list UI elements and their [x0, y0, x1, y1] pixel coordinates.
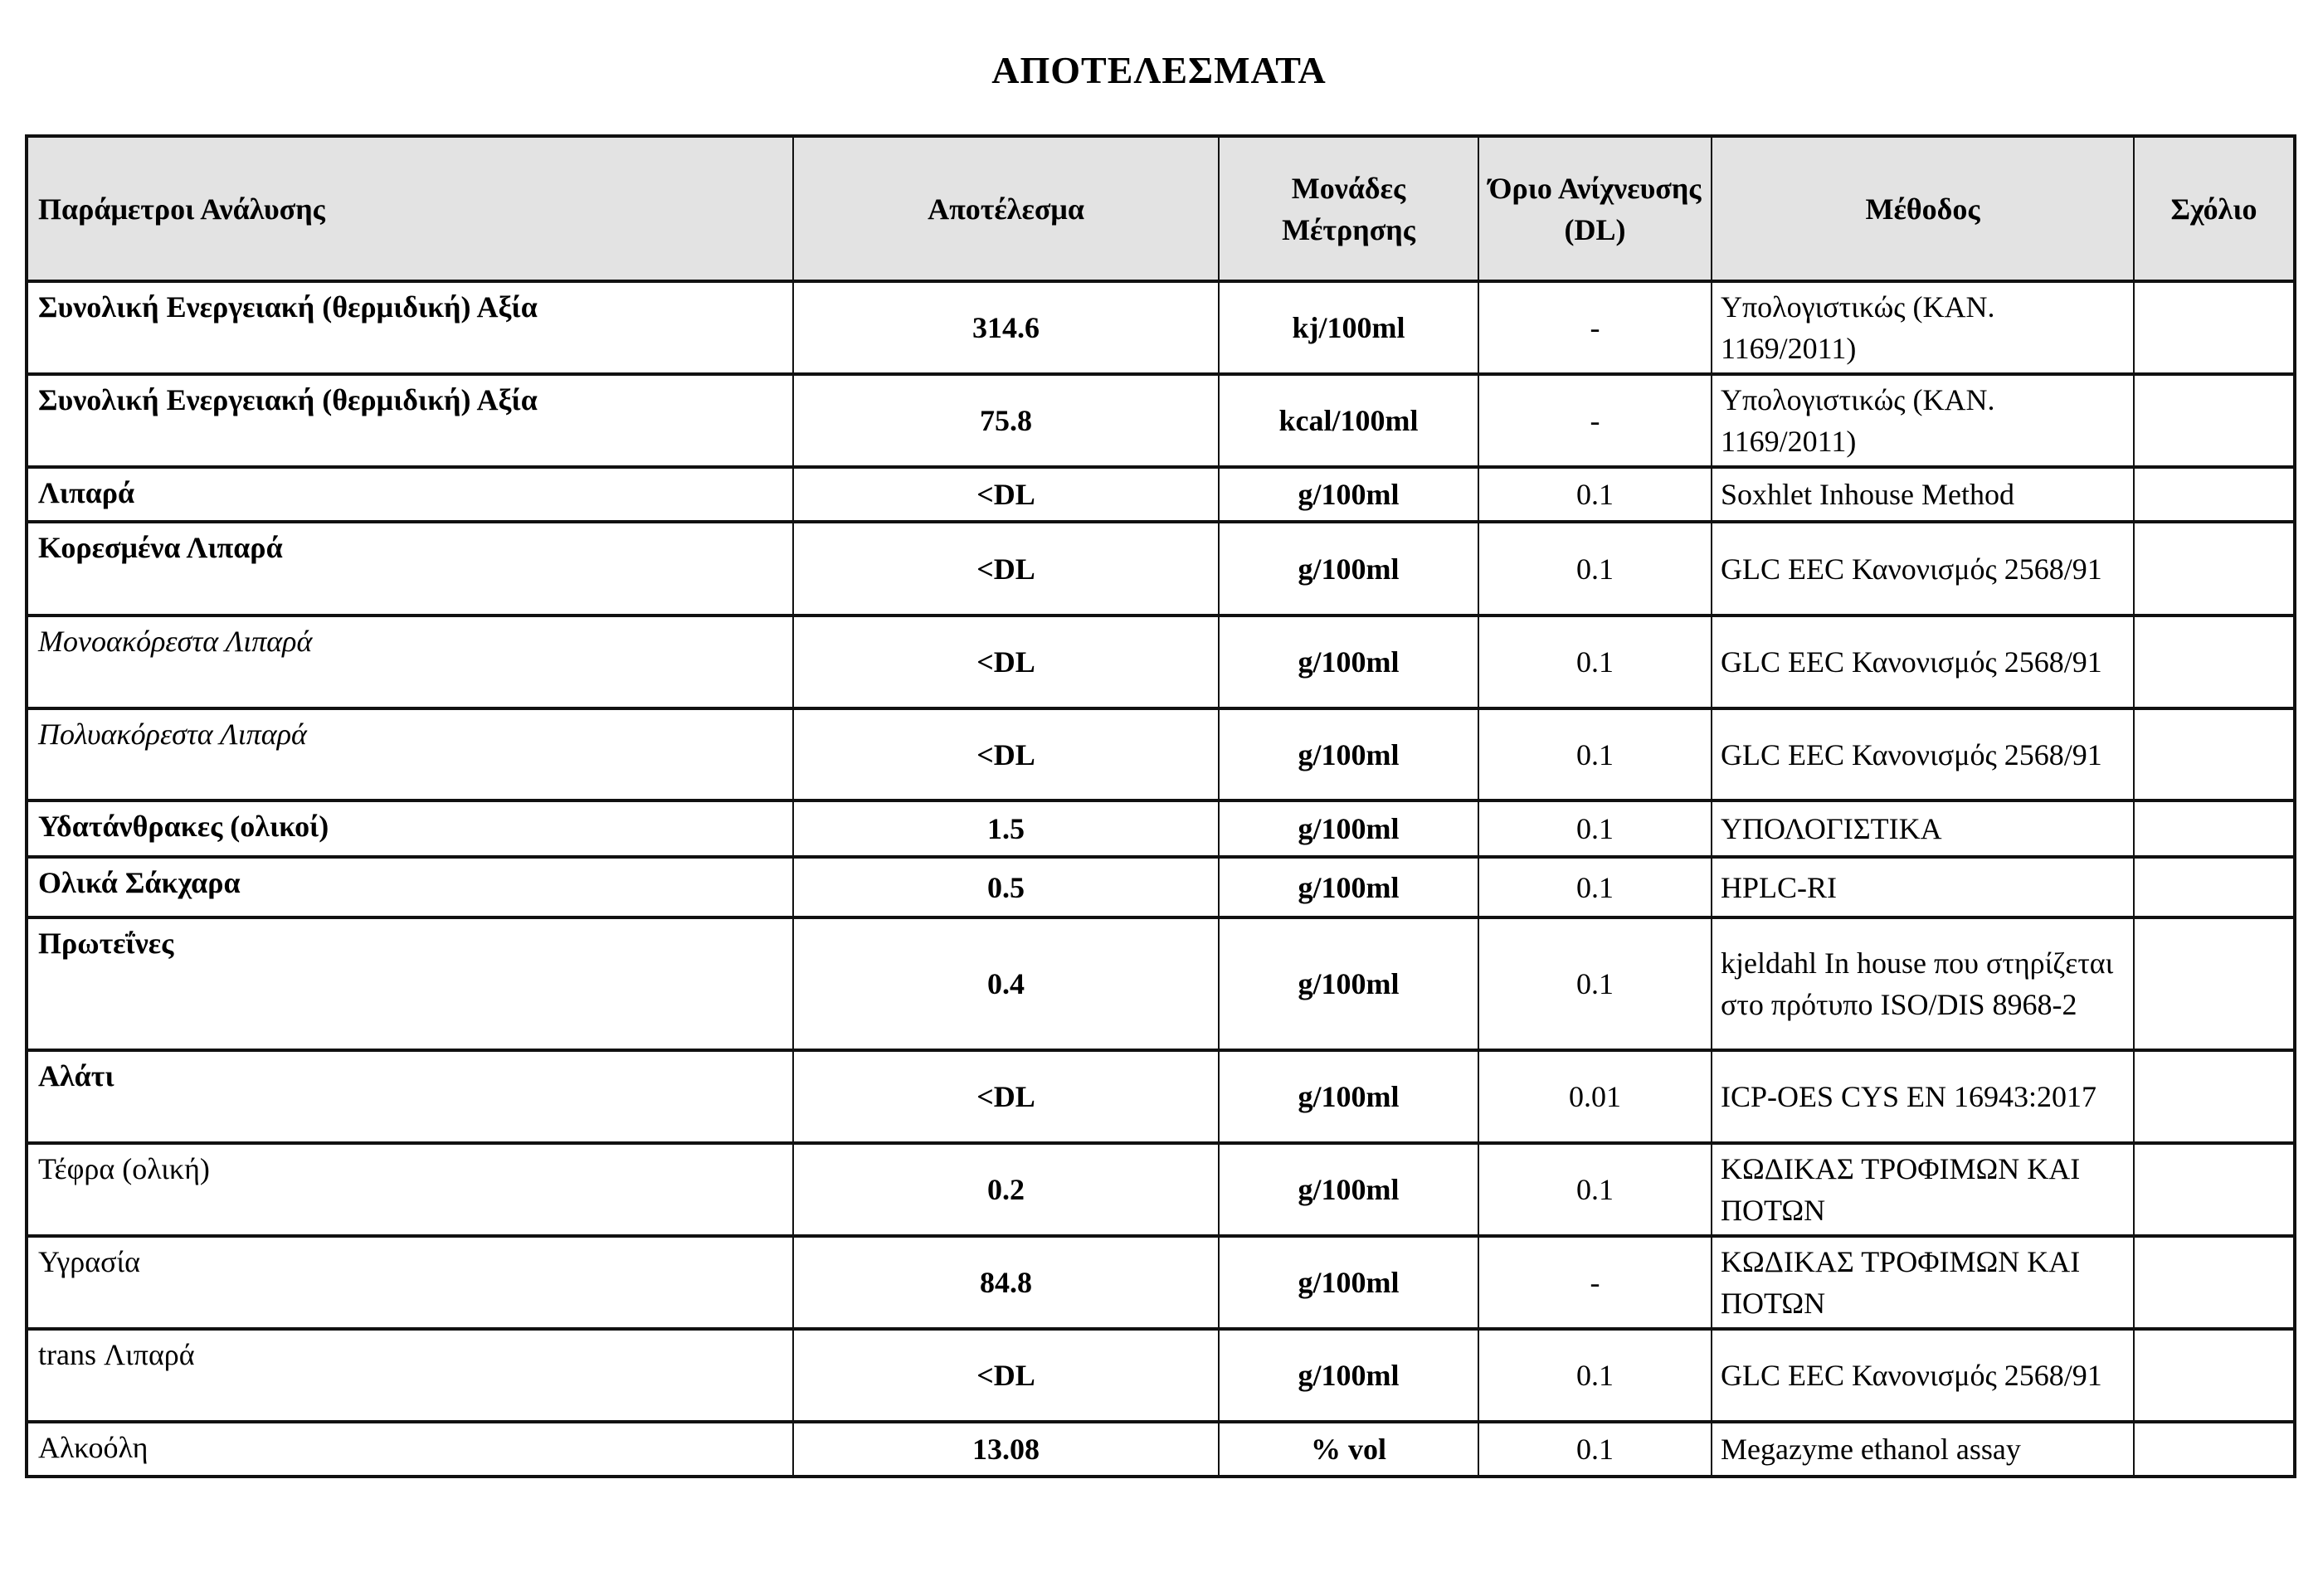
result-cell: <DL	[793, 522, 1219, 616]
parameter-cell: Λιπαρά	[27, 467, 793, 522]
parameter-cell: Αλκοόλη	[27, 1422, 793, 1477]
column-header-method: Μέθοδος	[1712, 136, 2134, 281]
method-cell: ΚΩΔΙΚΑΣ ΤΡΟΦΙΜΩΝ ΚΑΙ ΠΟΤΩΝ	[1712, 1236, 2134, 1329]
column-header-units: Μονάδες Μέτρησης	[1219, 136, 1478, 281]
page-title: ΑΠΟΤΕΛΕΣΜΑΤΑ	[991, 49, 1327, 91]
comment-cell	[2134, 1329, 2295, 1422]
table-row	[27, 281, 2295, 374]
result-cell: <DL	[793, 616, 1219, 708]
table-row	[27, 1143, 2295, 1236]
table-row	[27, 857, 2295, 917]
method-cell: GLC EEC Κανονισμός 2568/91	[1712, 1329, 2134, 1422]
header-row	[27, 136, 2295, 281]
table-row	[27, 917, 2295, 1050]
method-cell: GLC EEC Κανονισμός 2568/91	[1712, 708, 2134, 800]
parameter-cell: Συνολική Ενεργειακή (θερμιδική) Αξία	[27, 374, 793, 467]
units-cell: g/100ml	[1219, 1050, 1478, 1143]
parameter-cell: Συνολική Ενεργειακή (θερμιδική) Αξία	[27, 281, 793, 374]
parameter-cell: Μονοακόρεστα Λιπαρά	[27, 616, 793, 708]
comment-cell	[2134, 1236, 2295, 1329]
dl-cell: 0.01	[1478, 1050, 1712, 1143]
dl-cell: -	[1478, 281, 1712, 374]
comment-cell	[2134, 1422, 2295, 1477]
result-cell: 1.5	[793, 800, 1219, 857]
result-cell: <DL	[793, 1329, 1219, 1422]
result-cell: 0.2	[793, 1143, 1219, 1236]
units-cell: g/100ml	[1219, 1329, 1478, 1422]
method-cell: Υπολογιστικώς (ΚΑΝ. 1169/2011)	[1712, 281, 2134, 374]
dl-cell: 0.1	[1478, 857, 1712, 917]
units-cell: g/100ml	[1219, 917, 1478, 1050]
table-row	[27, 1236, 2295, 1329]
comment-cell	[2134, 616, 2295, 708]
parameter-cell: Κορεσμένα Λιπαρά	[27, 522, 793, 616]
parameter-cell: Αλάτι	[27, 1050, 793, 1143]
comment-cell	[2134, 281, 2295, 374]
table-row	[27, 708, 2295, 800]
table-row	[27, 1422, 2295, 1477]
method-cell: Megazyme ethanol assay	[1712, 1422, 2134, 1477]
column-header-dl: Όριο Ανίχνευσης (DL)	[1478, 136, 1712, 281]
dl-cell: 0.1	[1478, 467, 1712, 522]
comment-cell	[2134, 917, 2295, 1050]
column-header-result: Αποτέλεσμα	[793, 136, 1219, 281]
method-cell: GLC EEC Κανονισμός 2568/91	[1712, 616, 2134, 708]
table-row	[27, 1050, 2295, 1143]
parameter-cell: Ολικά Σάκχαρα	[27, 857, 793, 917]
parameter-cell: trans Λιπαρά	[27, 1329, 793, 1422]
table-row	[27, 467, 2295, 522]
comment-cell	[2134, 800, 2295, 857]
result-cell: 314.6	[793, 281, 1219, 374]
method-cell: GLC EEC Κανονισμός 2568/91	[1712, 522, 2134, 616]
comment-cell	[2134, 374, 2295, 467]
units-cell: g/100ml	[1219, 708, 1478, 800]
dl-cell: -	[1478, 374, 1712, 467]
units-cell: g/100ml	[1219, 522, 1478, 616]
parameter-cell: Υδατάνθρακες (ολικοί)	[27, 800, 793, 857]
method-cell: ΚΩΔΙΚΑΣ ΤΡΟΦΙΜΩΝ ΚΑΙ ΠΟΤΩΝ	[1712, 1143, 2134, 1236]
comment-cell	[2134, 857, 2295, 917]
dl-cell: 0.1	[1478, 1329, 1712, 1422]
units-cell: kcal/100ml	[1219, 374, 1478, 467]
table-row	[27, 374, 2295, 467]
units-cell: g/100ml	[1219, 1143, 1478, 1236]
table-row	[27, 800, 2295, 857]
results-table	[25, 134, 2296, 1478]
units-cell: g/100ml	[1219, 800, 1478, 857]
dl-cell: 0.1	[1478, 616, 1712, 708]
method-cell: ICP-OES CYS EN 16943:2017	[1712, 1050, 2134, 1143]
table-row	[27, 522, 2295, 616]
comment-cell	[2134, 467, 2295, 522]
dl-cell: 0.1	[1478, 800, 1712, 857]
result-cell: <DL	[793, 467, 1219, 522]
result-cell: 0.5	[793, 857, 1219, 917]
units-cell: g/100ml	[1219, 467, 1478, 522]
units-cell: g/100ml	[1219, 1236, 1478, 1329]
units-cell: % vol	[1219, 1422, 1478, 1477]
parameter-cell: Υγρασία	[27, 1236, 793, 1329]
comment-cell	[2134, 1143, 2295, 1236]
table-row	[27, 1329, 2295, 1422]
method-cell: ΥΠΟΛΟΓΙΣΤΙΚΑ	[1712, 800, 2134, 857]
comment-cell	[2134, 708, 2295, 800]
column-header-comment: Σχόλιο	[2134, 136, 2295, 281]
result-cell: 0.4	[793, 917, 1219, 1050]
parameter-cell: Τέφρα (ολική)	[27, 1143, 793, 1236]
result-cell: 13.08	[793, 1422, 1219, 1477]
units-cell: g/100ml	[1219, 616, 1478, 708]
result-cell: 75.8	[793, 374, 1219, 467]
dl-cell: 0.1	[1478, 1143, 1712, 1236]
units-cell: kj/100ml	[1219, 281, 1478, 374]
result-cell: <DL	[793, 708, 1219, 800]
comment-cell	[2134, 522, 2295, 616]
dl-cell: 0.1	[1478, 522, 1712, 616]
method-cell: Soxhlet Inhouse Method	[1712, 467, 2134, 522]
method-cell: HPLC-RI	[1712, 857, 2134, 917]
dl-cell: 0.1	[1478, 1422, 1712, 1477]
method-cell: Υπολογιστικώς (ΚΑΝ. 1169/2011)	[1712, 374, 2134, 467]
table-row	[27, 616, 2295, 708]
parameter-cell: Πολυακόρεστα Λιπαρά	[27, 708, 793, 800]
comment-cell	[2134, 1050, 2295, 1143]
result-cell: 84.8	[793, 1236, 1219, 1329]
dl-cell: 0.1	[1478, 917, 1712, 1050]
method-cell: kjeldahl In house που στηρίζεται στο πρότυπο ISO/DIS 8968-2	[1712, 917, 2134, 1050]
dl-cell: -	[1478, 1236, 1712, 1329]
dl-cell: 0.1	[1478, 708, 1712, 800]
column-header-parameter: Παράμετροι Ανάλυσης	[27, 136, 793, 281]
result-cell: <DL	[793, 1050, 1219, 1143]
units-cell: g/100ml	[1219, 857, 1478, 917]
parameter-cell: Πρωτεΐνες	[27, 917, 793, 1050]
